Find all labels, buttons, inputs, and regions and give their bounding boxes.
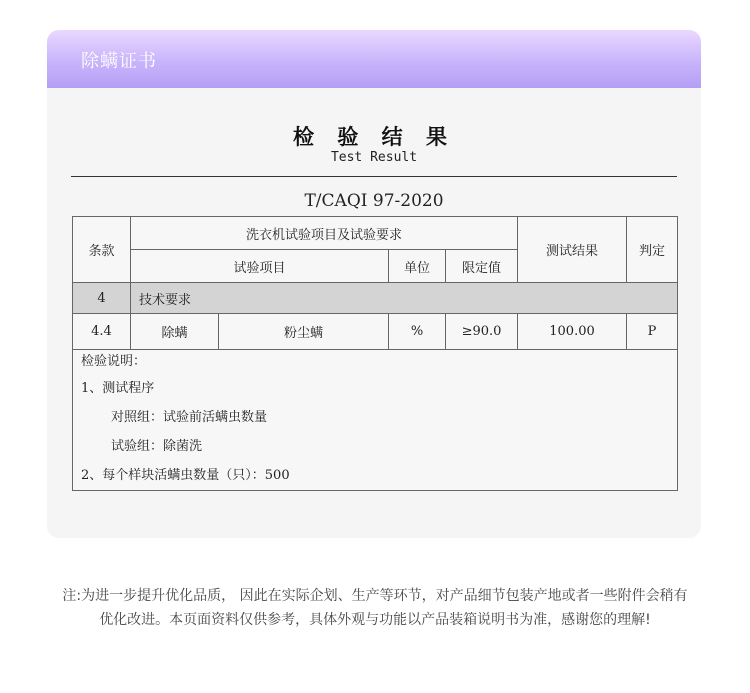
title-divider bbox=[71, 176, 677, 177]
table-header-row bbox=[73, 217, 678, 250]
table-row bbox=[73, 314, 678, 350]
report-title: 检 验 结 果 bbox=[293, 124, 455, 149]
notes-heading: 检验说明： bbox=[81, 354, 147, 369]
notes-line: 1、测试程序 bbox=[81, 381, 155, 396]
notes-cell bbox=[73, 350, 678, 491]
row-verdict: P bbox=[627, 314, 678, 350]
notes-line: 2、每个样块活螨虫数量（只）：500 bbox=[81, 468, 290, 483]
row-unit: % bbox=[389, 314, 446, 350]
standard-code: T/CAQI 97-2020 bbox=[304, 191, 444, 211]
row-result: 100.00 bbox=[518, 314, 627, 350]
certificate-card bbox=[47, 30, 701, 538]
card-header bbox=[47, 30, 701, 88]
header-clause: 条款 bbox=[73, 217, 131, 283]
row-item: 粉尘螨 bbox=[219, 314, 389, 350]
notes-row bbox=[73, 350, 678, 491]
disclaimer-note: 注:为进一步提升优化品质， 因此在实际企划、生产等环节，对产品细节包装产地或者一些附件会稍有优化改进。本页面资料仅供参考，具体外观与功能以产品装箱说明书为准，感谢您的理解! bbox=[62, 588, 688, 628]
header-verdict: 判定 bbox=[627, 217, 678, 283]
test-report bbox=[47, 88, 701, 538]
card-title: 除螨证书 bbox=[81, 51, 157, 72]
header-result: 测试结果 bbox=[518, 217, 627, 283]
header-unit: 单位 bbox=[389, 250, 446, 283]
row-clause: 4.4 bbox=[73, 314, 131, 350]
section-label: 技术要求 bbox=[131, 283, 678, 314]
notes-line: 试验组：除菌洗 bbox=[111, 439, 203, 454]
section-clause: 4 bbox=[73, 283, 131, 314]
row-category: 除螨 bbox=[131, 314, 219, 350]
row-limit: ≥90.0 bbox=[446, 314, 518, 350]
header-limit: 限定值 bbox=[446, 250, 518, 283]
notes-line: 对照组：试验前活螨虫数量 bbox=[111, 410, 268, 425]
header-item: 试验项目 bbox=[131, 250, 389, 283]
header-test-group: 洗衣机试验项目及试验要求 bbox=[131, 217, 518, 250]
report-subtitle: Test Result bbox=[330, 150, 418, 165]
result-table bbox=[72, 216, 678, 491]
section-row bbox=[73, 283, 678, 314]
